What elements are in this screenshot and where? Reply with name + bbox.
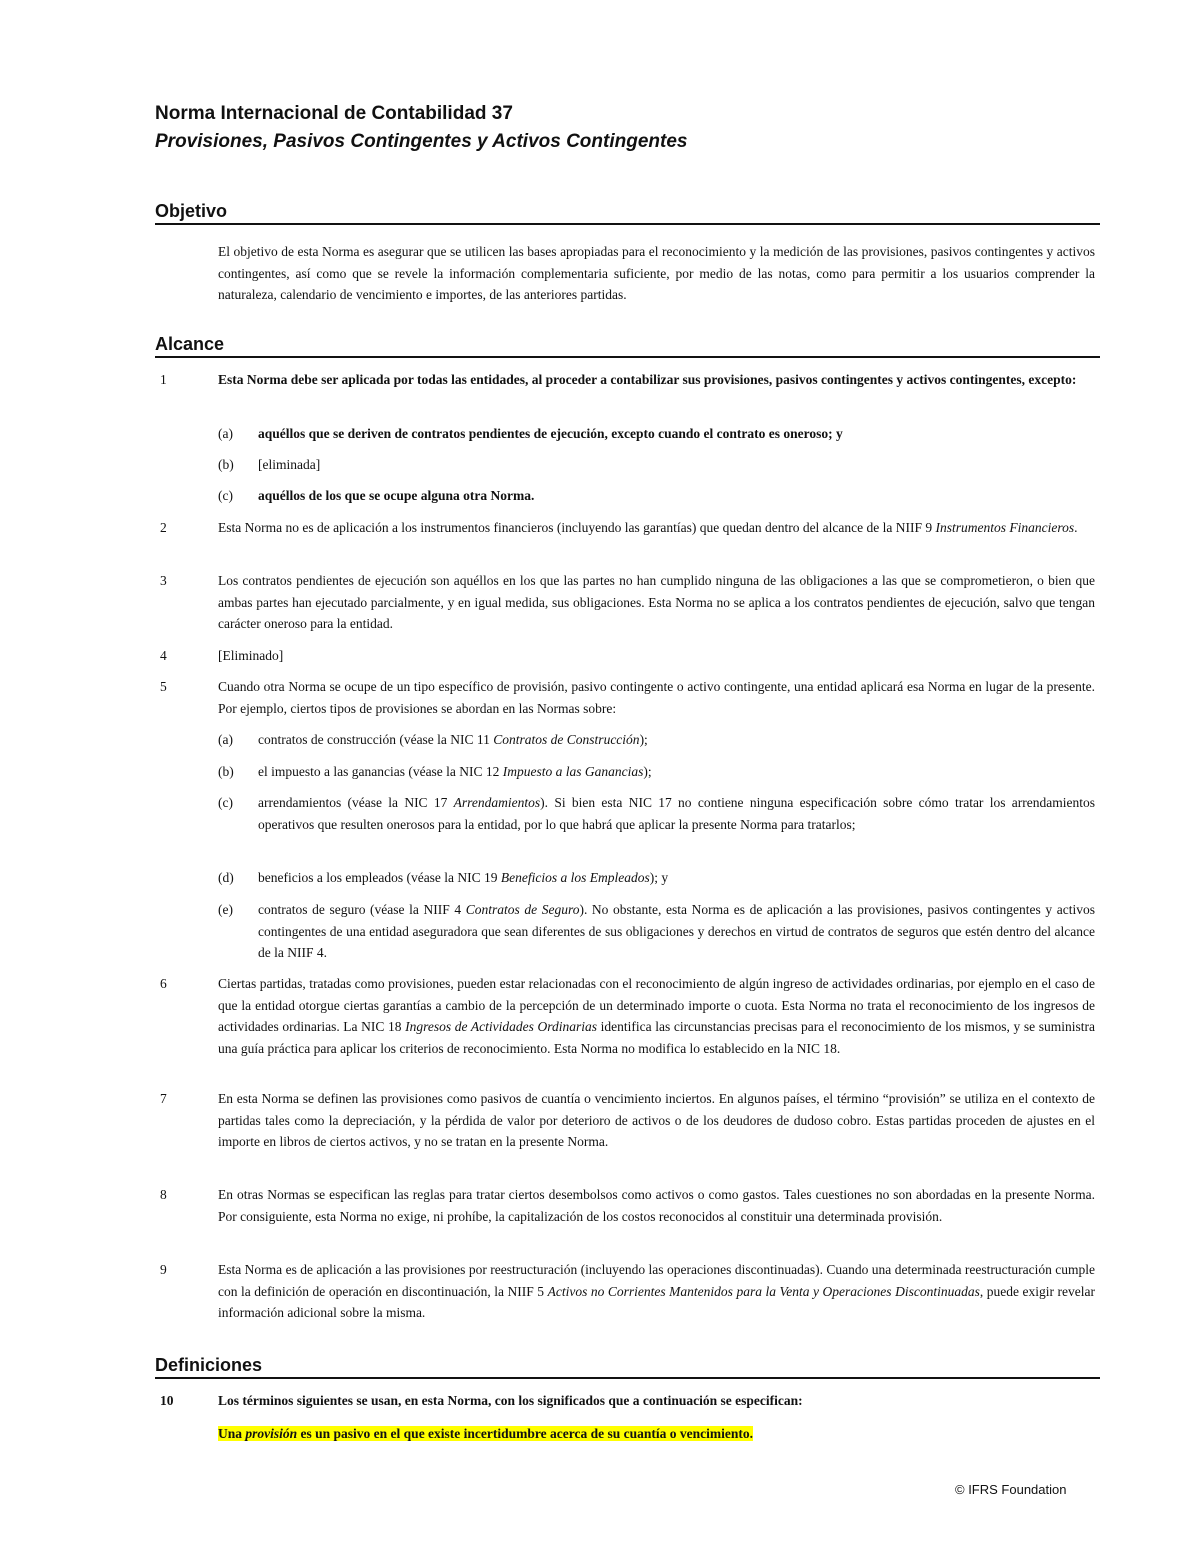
defined-term: provisión [245,1426,298,1441]
section-definiciones [155,1354,1100,1379]
text-span: beneficios a los empleados (véase la NIC 19 [258,870,501,885]
standard-title: Arrendamientos [453,795,541,810]
text-span: . [1074,520,1078,535]
list-item-label: (c) [218,795,233,810]
paragraph-text [218,517,1095,539]
text-span: el impuesto a las ganancias (véase la NIC 12 [258,764,503,779]
paragraph-number: 8 [160,1187,167,1202]
list-item-label: (d) [218,870,234,885]
list-item-label: (b) [218,457,234,472]
text-span: contratos de seguro (véase la NIIF 4 [258,902,466,917]
paragraph-number: 5 [160,679,167,694]
text-span: contratos de construcción (véase la NIC 11 [258,732,494,747]
paragraph-number: 6 [160,976,167,991]
paragraph-text: Los contratos pendientes de ejecución son aquéllos en los que las partes no han cumplido ninguna de las obligaciones a las que se comprometieron, o bien que ambas partes han ejecutado parcialmente, y en igual medida, sus obligaciones. Esta Norma no se aplica a los contratos pendientes de ejecución, salvo que tengan carácter oneroso para la entidad. [218,573,1095,631]
standard-title: Beneficios a los Empleados [500,870,650,885]
text-span: Ciertas partidas, tratadas como provisiones, pueden estar relacionadas con el reconocimiento de algún ingreso de actividades ordinarias, por ejemplo en el caso de que la entidad otorgue ciertas garantías a cambio de la percepción de un determinado importe o cuota. Esta Norma no trata el reconocimiento de los ingresos de actividades ordinarias. La NIC 18 [218,976,1095,1034]
paragraph-text: Los términos siguientes se usan, en esta Norma, con los significados que a continuación se especifican: [218,1393,803,1408]
paragraph-number: 10 [160,1393,174,1408]
paragraph-number: 3 [160,573,167,588]
text-span: ). Si bien esta NIC 17 no contiene ninguna especificación sobre cómo tratar los arrendamientos operativos que resulten onerosos para la entidad, por lo que habrá que aplicar la presente Norma para tratarlos; [258,795,1095,832]
standard-title: Contratos de Construcción [493,732,640,747]
list-item-label: (a) [218,426,233,441]
document-title: Norma Internacional de Contabilidad 37 [155,103,513,124]
paragraph-number: 9 [160,1262,167,1277]
paragraph-text: Cuando otra Norma se ocupe de un tipo específico de provisión, pasivo contingente o activo contingente, una entidad aplicará esa Norma en lugar de la presente. Por ejemplo, ciertos tipos de provisiones se abordan en las Normas sobre: [218,679,1095,716]
text-span: , puede exigir revelar información adicional sobre la misma. [218,1283,1095,1320]
paragraph-text: En esta Norma se definen las provisiones como pasivos de cuantía o vencimiento inciertos. En algunos países, el término “provisión” se utiliza en el contexto de partidas tales como la depreciación, y la pérdida de valor por deterioro de activos o de los deudores de dudoso cobro. Estas partidas proceden de ajustes en el importe en libros de ciertos activos, y no se tratan en la presente Norma. [218,1091,1095,1149]
list-item-text [258,867,1095,889]
list-item-text [258,729,1095,751]
paragraph-number: 1 [160,372,167,387]
list-item-text: aquéllos que se deriven de contratos pendientes de ejecución, excepto cuando el contrato es oneroso; y [258,426,843,441]
list-item-text: [eliminada] [258,457,321,472]
text-span: ); y [649,870,669,885]
text-span: Una [218,1426,246,1441]
text-span: identifica las circunstancias precisas para el reconocimiento de los mismos, y se suministra una guía práctica para aplicar los criterios de reconocimiento. Esta Norma no modifica lo establecido en la NIC 18. [218,1019,1095,1056]
paragraph-number: 4 [160,648,167,663]
list-item-text [258,899,1095,964]
text-span: ); [639,732,648,747]
definition-text [218,1423,1095,1445]
list-item-label: (b) [218,764,234,779]
list-item-label: (c) [218,488,233,503]
text-span: ). No obstante, esta Norma es de aplicación a las provisiones, pasivos contingentes y activos contingentes de una entidad aseguradora que sean diferentes de sus obligaciones y derechos en virtud de contratos de seguros que estén dentro del alcance de la NIIF 4. [258,902,1096,960]
paragraph-text [218,1259,1095,1324]
document-subtitle: Provisiones, Pasivos Contingentes y Activos Contingentes [155,131,688,152]
section-heading-definiciones: Definiciones [155,1354,1100,1379]
standard-title: Activos no Corrientes Mantenidos para la Venta y Operaciones Discontinuadas [547,1283,980,1299]
paragraph-text: [Eliminado] [218,648,284,663]
text-span: arrendamientos (véase la NIC 17 [258,795,454,810]
standard-title: Contratos de Seguro [465,902,580,917]
standard-title: Impuesto a las Ganancias [502,764,644,779]
text-span: Esta Norma es de aplicación a las provisiones por reestructuración (incluyendo las operaciones discontinuadas). Cuando una determinada reestructuración cumple con la definición de operación en discontinuación, la NIIF 5 [218,1262,1095,1299]
list-item-label: (a) [218,732,233,747]
list-item-text [258,792,1095,835]
paragraph-text: Esta Norma debe ser aplicada por todas las entidades, al proceder a contabilizar sus provisiones, pasivos contingentes y activos contingentes, excepto: [218,372,1077,387]
paragraph-text: En otras Normas se especifican las reglas para tratar ciertos desembolsos como activos o como gastos. Tales cuestiones no son abordadas en la presente Norma. Por consiguiente, esta Norma no exige, ni prohíbe, la capitalización de los costos reconocidos al constituir una determinada provisión. [218,1187,1095,1224]
objetivo-text: El objetivo de esta Norma es asegurar que se utilicen las bases apropiadas para el reconocimiento y la medición de las provisiones, pasivos contingentes y activos contingentes, así como que se revele la información complementaria suficiente, por medio de las notas, como para permitir a los usuarios comprender la naturaleza, calendario de vencimiento e importes, de las anteriores partidas. [218,244,1095,302]
list-item-text: aquéllos de los que se ocupe alguna otra Norma. [258,488,535,503]
copyright-footer: © IFRS Foundation [955,1482,1067,1497]
document-page [155,0,1100,1553]
standard-title: Instrumentos Financieros [935,520,1075,535]
text-span: ); [643,764,652,779]
section-heading-objetivo: Objetivo [155,200,1100,225]
list-item-label: (e) [218,902,233,917]
text-span: es un pasivo en el que existe incertidumbre acerca de su cuantía o vencimiento. [297,1426,754,1441]
section-objetivo [155,200,1100,225]
section-alcance [155,333,1100,358]
section-heading-alcance: Alcance [155,333,1100,358]
standard-title: Ingresos de Actividades Ordinarias [405,1019,597,1034]
list-item-text [258,761,1095,783]
highlighted-definition [218,1426,753,1441]
paragraph-text [218,973,1095,1059]
text-span: Esta Norma no es de aplicación a los instrumentos financieros (incluyendo las garantías) que quedan dentro del alcance de la NIIF 9 [218,520,936,535]
paragraph-number: 2 [160,520,167,535]
paragraph-number: 7 [160,1091,167,1106]
